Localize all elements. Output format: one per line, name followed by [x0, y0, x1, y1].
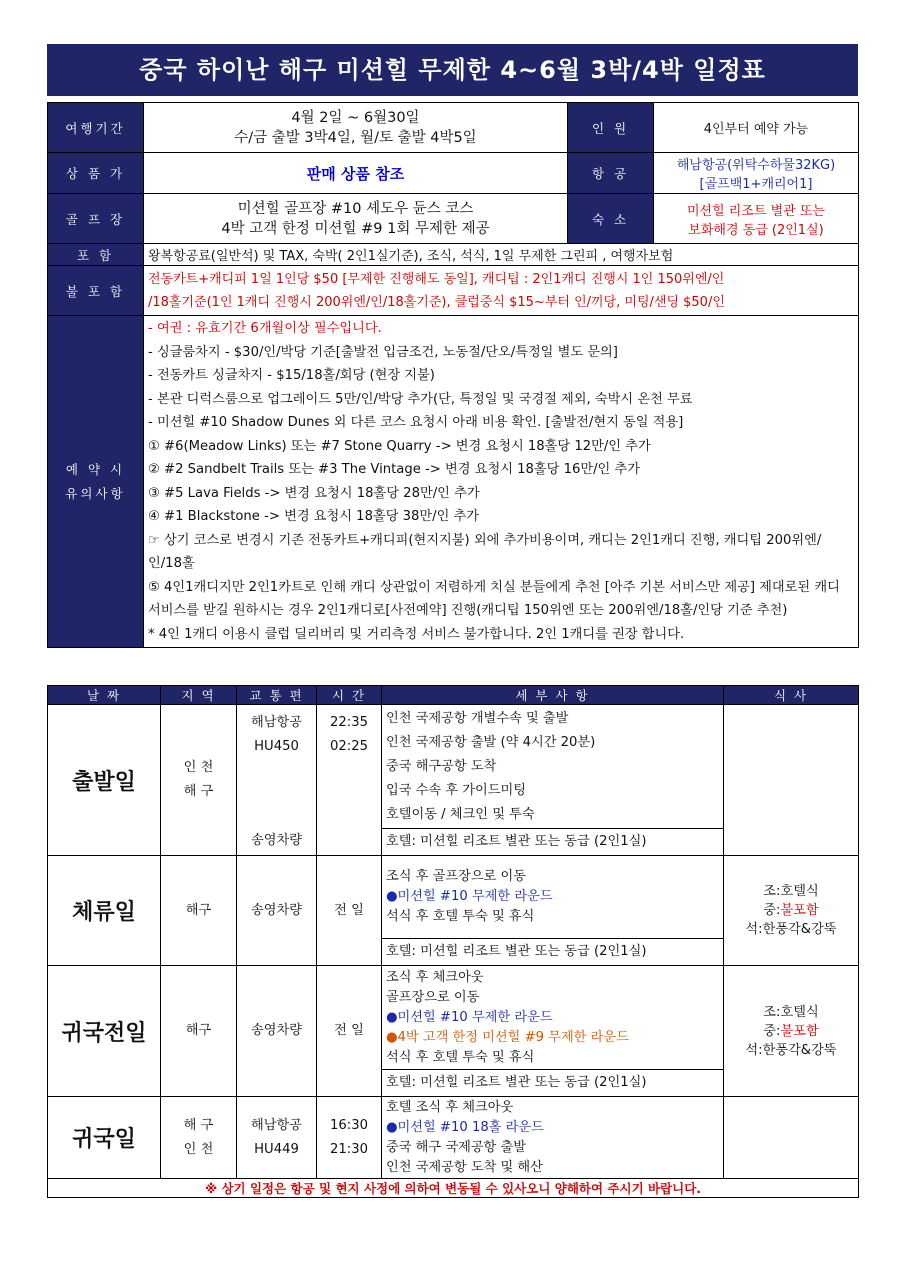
day3-meal	[724, 966, 859, 1097]
note-item: ④ #1 Blackstone -> 변경 요청시 18홀당 38만/인 추가	[148, 509, 480, 524]
day4-time2: 21:30	[329, 1141, 368, 1157]
day4-region2: 인 천	[183, 1141, 214, 1157]
day3-lunch-prefix: 중:	[763, 1023, 781, 1039]
header-meal: 식 사	[724, 686, 859, 705]
notes-label-line2: 유의사항	[65, 485, 126, 501]
day3-time: 전 일	[317, 966, 382, 1097]
day3-detail: 석식 후 호텔 투숙 및 휴식	[386, 1049, 535, 1065]
golf-value	[144, 194, 568, 244]
day4-detail: 중국 해구 국제공항 출발	[386, 1139, 526, 1155]
header-time: 시 간	[317, 686, 382, 705]
note-item: - 여권 : 유효기간 6개월이상 필수입니다.	[148, 321, 382, 336]
day3-lunch-value: 불포함	[780, 1023, 819, 1039]
day3-lunch	[728, 1022, 854, 1041]
people-label: 인 원	[568, 103, 654, 153]
day1-meal	[724, 705, 859, 856]
note-item: ③ #5 Lava Fields -> 변경 요청시 18홀당 28만/인 추가	[148, 485, 480, 501]
notes-label	[48, 316, 144, 648]
day1-hotel: 호텔: 미션힐 리조트 별관 또는 동급 (2인1실)	[382, 829, 724, 856]
day1-region1: 인 천	[183, 760, 214, 775]
day4-transport	[237, 1097, 317, 1179]
trip-info-table	[47, 102, 859, 648]
note-item: ② #2 Sandbelt Trails 또는 #3 The Vintage -> 변경 요청시 18홀당 16만/인 추가	[148, 462, 640, 477]
day3-detail: 골프장으로 이동	[386, 989, 480, 1005]
day3-detail-round9: ●4박 고객 한정 미션힐 #9 무제한 라운드	[386, 1029, 629, 1045]
airline-value	[654, 153, 859, 194]
note-item: * 4인 1캐디 이용시 클럽 딜리버리 및 거리측정 서비스 불가합니다. 2인 1캐디를 권장 합니다.	[148, 626, 685, 642]
note-item: ⑤ 4인1캐디지만 2인1카트로 인해 캐디 상관없이 저렴하게 치실 분들에게 추천 [아주 기본 서비스만 제공] 제대로된 캐디 서비스를 받길 원하시는 경우 2인1캐디로[사전예약] 진행(캐디팁 150위엔 또는 200위엔/18홀/인당 기준 추천)	[148, 579, 840, 618]
day2-detail: 석식 후 호텔 투숙 및 휴식	[386, 909, 535, 924]
day2-lunch-value: 불포함	[780, 903, 819, 918]
day3-hotel: 호텔: 미션힐 리조트 별관 또는 동급 (2인1실)	[382, 1070, 724, 1097]
note-item: - 싱글룸차지 - $30/인/박당 기준[출발전 입금조건, 노동절/단오/특정일 별도 문의]	[148, 344, 618, 360]
day2-transport: 송영차량	[237, 856, 317, 966]
day1-transport3: 송영차량	[251, 833, 302, 848]
day4-region1: 해 구	[183, 1117, 214, 1133]
day1-time	[317, 705, 382, 856]
golf-label: 골 프 장	[48, 194, 144, 244]
notes-label-line1: 예 약 시	[65, 461, 126, 477]
day2-label: 체류일	[48, 856, 161, 966]
note-item: - 미션힐 #10 Shadow Dunes 외 다른 코스 요청시 아래 비용 확인. [출발전/현지 동일 적용]	[148, 415, 684, 430]
period-line2: 수/금 출발 3박4일, 월/토 출발 4박5일	[234, 129, 477, 146]
footer-notice: ※ 상기 일정은 항공 및 현지 사정에 의하여 변동될 수 있사오니 양해하여 주시기 바랍니다.	[48, 1179, 859, 1198]
header-transport: 교 통 편	[237, 686, 317, 705]
day4-label: 귀국일	[48, 1097, 161, 1179]
notes-list	[144, 316, 859, 648]
day1-region	[161, 705, 237, 856]
exclude-line2: /18홀기준(1인 1캐디 진행시 200위엔/인/18홀기준), 클럽중식 $15~부터 인/끼당, 미팅/샌딩 $50/인	[148, 294, 725, 310]
day3-dinner: 석:한풍각&강뚝	[745, 1042, 837, 1058]
schedule-table	[47, 685, 859, 1198]
header-region: 지 역	[161, 686, 237, 705]
day1-time1: 22:35	[329, 715, 368, 730]
day1-detail: 호텔이동 / 체크인 및 투숙	[386, 806, 535, 822]
day3-detail: 조식 후 체크아웃	[386, 969, 484, 985]
day1-details	[382, 705, 724, 829]
day1-transport2: HU450	[254, 739, 299, 754]
period-label: 여행기간	[48, 103, 144, 153]
day1-detail: 중국 해구공항 도착	[386, 758, 497, 774]
price-label: 상 품 가	[48, 153, 144, 194]
day4-region	[161, 1097, 237, 1179]
day3-details	[382, 966, 724, 1070]
day1-label: 출발일	[48, 705, 161, 856]
day4-details	[382, 1097, 724, 1179]
period-value	[144, 103, 568, 153]
day2-meal	[724, 856, 859, 966]
day2-time: 전 일	[317, 856, 382, 966]
day4-time	[317, 1097, 382, 1179]
exclude-value	[144, 266, 859, 316]
hotel-line2: 보화해경 동급 (2인1실)	[688, 222, 824, 238]
price-value: 판매 상품 참조	[144, 153, 568, 194]
day2-region: 해구	[161, 856, 237, 966]
day2-detail: 조식 후 골프장으로 이동	[386, 869, 526, 884]
day1-time2: 02:25	[329, 739, 368, 754]
day4-transport2: HU449	[254, 1141, 299, 1157]
page-title: 중국 하이난 해구 미션힐 무제한 4~6월 3박/4박 일정표	[47, 44, 858, 96]
day2-breakfast: 조:호텔식	[763, 884, 819, 899]
header-date: 날 짜	[48, 686, 161, 705]
note-item: - 본관 디럭스룸으로 업그레이드 5만/인/박당 추가(단, 특정일 및 국경절 제외, 숙박시 온천 무료	[148, 391, 693, 407]
day2-dinner: 석:한풍각&강뚝	[745, 922, 837, 937]
day1-detail: 입국 수속 후 가이드미팅	[386, 782, 526, 798]
day3-breakfast: 조:호텔식	[763, 1004, 819, 1020]
day4-time1: 16:30	[329, 1117, 368, 1133]
header-details: 세 부 사 항	[382, 686, 724, 705]
hotel-line1: 미션힐 리조트 별관 또는	[687, 203, 825, 219]
day3-transport: 송영차량	[237, 966, 317, 1097]
day1-detail: 인천 국제공항 출발 (약 4시간 20분)	[386, 734, 596, 750]
day1-region2: 해 구	[183, 784, 214, 799]
note-item: ① #6(Meadow Links) 또는 #7 Stone Quarry -> 변경 요청시 18홀당 12만/인 추가	[148, 438, 651, 454]
airline-line1: 해남항공(위탁수하물32KG)	[676, 158, 836, 173]
day1-transport	[237, 705, 317, 856]
day2-hotel: 호텔: 미션힐 리조트 별관 또는 동급 (2인1실)	[382, 939, 724, 966]
day4-detail: 호텔 조식 후 체크아웃	[386, 1099, 514, 1115]
note-item: - 전동카트 싱글차지 - $15/18홀/회당 (현장 지불)	[148, 368, 435, 383]
day3-label: 귀국전일	[48, 966, 161, 1097]
day4-detail-round: ●미션힐 #10 18홀 라운드	[386, 1119, 544, 1135]
golf-line1: 미션힐 골프장 #10 셰도우 듄스 코스	[237, 200, 474, 217]
golf-line2: 4박 고객 한정 미션힐 #9 1회 무제한 제공	[221, 220, 490, 237]
day3-detail-round: ●미션힐 #10 무제한 라운드	[386, 1009, 553, 1025]
day4-meal	[724, 1097, 859, 1179]
exclude-label: 불 포 함	[48, 266, 144, 316]
include-value: 왕복항공료(일반석) 및 TAX, 숙박( 2인1실기준), 조식, 석식, 1일 무제한 그린피 , 여행자보험	[144, 244, 859, 266]
airline-line2: [골프백1+캐리어1]	[699, 177, 813, 192]
day2-lunch-prefix: 중:	[763, 903, 781, 918]
day4-transport1: 해남항공	[251, 1117, 302, 1133]
people-value: 4인부터 예약 가능	[654, 103, 859, 153]
day3-region: 해구	[161, 966, 237, 1097]
exclude-line1: 전동카트+캐디피 1일 1인당 $50 [무제한 진행해도 동일], 캐디팁 : 2인1캐디 진행시 1인 150위엔/인	[148, 271, 725, 287]
day2-lunch	[728, 901, 854, 920]
day1-detail: 인천 국제공항 개별수속 및 출발	[386, 710, 569, 726]
hotel-label: 숙 소	[568, 194, 654, 244]
hotel-value	[654, 194, 859, 244]
day4-detail: 인천 국제공항 도착 및 해산	[386, 1159, 543, 1175]
day1-transport1: 해남항공	[251, 715, 302, 730]
airline-label: 항 공	[568, 153, 654, 194]
note-item: ☞ 상기 코스로 변경시 기존 전동카트+캐디피(현지지불) 외에 추가비용이며, 캐디는 2인1캐디 진행, 캐디팁 200위엔/인/18홀	[148, 532, 822, 571]
include-label: 포 함	[48, 244, 144, 266]
day2-detail-round: ●미션힐 #10 무제한 라운드	[386, 889, 553, 904]
period-line1: 4월 2일 ~ 6월30일	[291, 109, 420, 126]
day2-details	[382, 856, 724, 939]
